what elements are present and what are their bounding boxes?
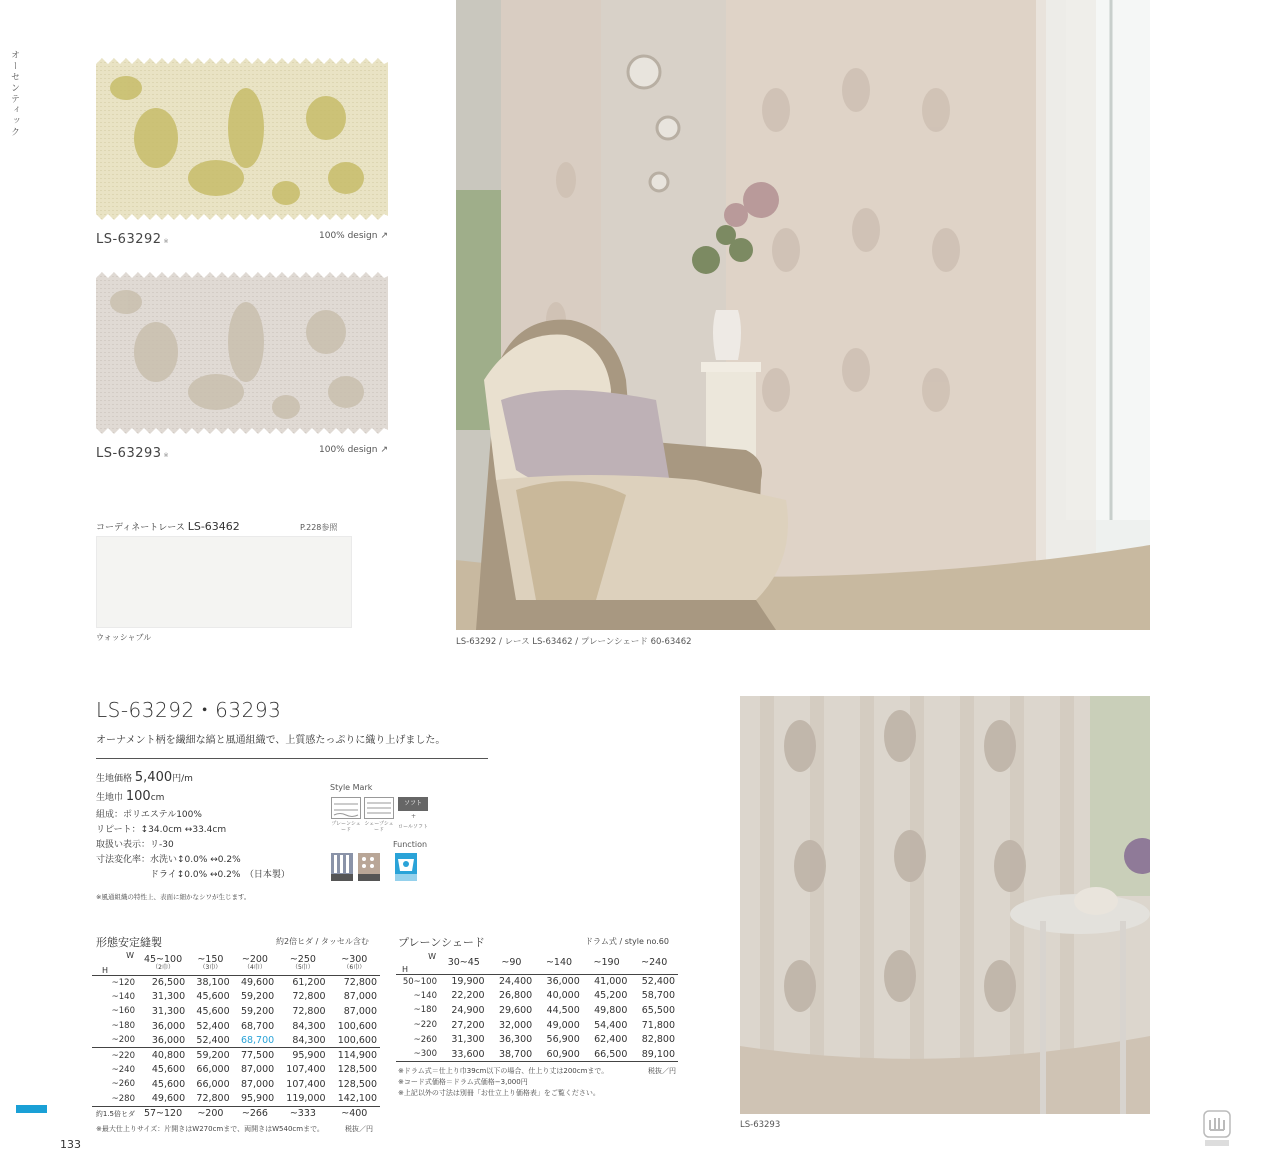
table-row: ~260 31,300 36,300 56,900 62,400 82,800 [413,1034,675,1046]
curtain-photo [740,696,1150,1114]
style-caption: シェープシェード [364,821,394,833]
table-row: ~220 40,800 59,200 77,500 95,900 114,900 [111,1050,377,1062]
column-header: ~240 [630,952,678,974]
column-header: ~150 （3巾） [188,951,233,975]
plain-shade-icon [331,797,361,819]
plus-icon: + [411,813,417,820]
photo-caption: LS-63293 [740,1120,781,1130]
table-row: 50~100 19,900 24,400 36,000 41,000 52,400 [402,976,675,988]
table-subtitle: ドラム式 / style no.60 [585,937,669,946]
tax-note: 税抜／円 [345,1125,373,1133]
swatch-code: LS-63292 ※ [96,232,170,247]
function-title: Function [393,840,428,849]
table-row: ~220 27,200 32,000 49,000 54,400 71,800 [413,1019,675,1031]
table-row: ~200 36,000 52,400 68,700 84,300 100,600 [92,1033,380,1048]
table-note: ※最大仕上りサイズ：片開きはW270cmまで、両開きはW540cmまで。 [96,1125,324,1133]
table-title: 形態安定縫製 [96,936,162,949]
shape-memory-icon [331,853,353,881]
shape-shade-icon [364,797,394,819]
column-header: ~300 （6巾） [329,951,380,975]
product-title: LS-63292・63293 [96,698,282,722]
style-mark-title: Style Mark [330,783,373,792]
swatch-code: LS-63293 ※ [96,446,170,461]
width-row: 生地巾 100cm [96,789,165,804]
repeat: リピート：↕34.0cm ↔33.4cm [96,825,227,835]
table-header-row [92,951,380,975]
soft-mark: ソフト [398,797,428,811]
form-stable-icon [358,853,380,881]
room-photo [456,0,1150,630]
table-header-row [396,952,678,974]
table-row: ~180 36,000 52,400 68,700 84,300 100,600 [111,1020,377,1032]
column-header: ~190 [583,952,631,974]
column-header: ~250 （5巾） [277,951,328,975]
table-row: ~260 45,600 66,000 87,000 107,400 128,500 [111,1078,377,1090]
table-row: ~280 49,600 72,800 95,900 119,000 142,100 [92,1092,380,1107]
section-label: オーセンティック [9,50,19,138]
column-header: 45~100 （2巾） [138,951,188,975]
price-row: 生地価格 5,400円/m [96,770,193,785]
table-row: ~140 31,300 45,600 59,200 72,800 87,000 [111,991,377,1003]
column-header: ~200 （4巾） [233,951,278,975]
arrow-icon: ↗ [380,445,388,455]
table-row: ~140 22,200 26,800 40,000 45,200 58,700 [413,990,675,1002]
product-description: オーナメント柄を繊細な縞と風通組織で、上質感たっぷりに織り上げました。 [96,735,446,746]
fabric-note: ※風通組織の特性上、表面に細かなシワが生じます。 [96,893,251,901]
column-header: ~140 [535,952,583,974]
table-row: ~120 26,500 38,100 49,600 61,200 72,800 [111,977,377,989]
table-row: ~160 31,300 45,600 59,200 72,800 87,000 [111,1005,377,1017]
column-header: ~90 [488,952,536,974]
table-title: プレーンシェード [398,936,485,949]
washable-note: ウォッシャブル [96,633,152,642]
price-table-shade [396,952,678,1062]
shrinkage-wash: 寸法変化率：水洗い↕0.0% ↔0.2% [96,855,241,865]
table-notes: ※ドラム式＝仕上り巾39cm以下の場合、仕上り丈は200cmまで。 ※コード式価格＝ドラム式価格−3,000円 ※上記以外の寸法は別冊「お仕立上り価格表」をご覧ください。 [398,1067,609,1097]
column-header: 30~45 [440,952,488,974]
washable-icon [395,853,417,881]
design-tag: 100% design ↗ [319,231,388,241]
design-tag: 100% design ↗ [319,445,388,455]
table-row: ~300 33,600 38,700 60,900 66,500 89,100 [396,1047,678,1062]
table-row: ~240 45,600 66,000 87,000 107,400 128,500 [111,1064,377,1076]
price-table-curtain [92,951,380,1121]
arrow-icon: ↗ [380,231,388,241]
coordinate-lace-title: コーディネートレース LS-63462 [96,520,240,533]
fabric-swatch-ls-63293 [96,272,388,434]
divider [96,758,488,759]
care-label: 取扱い表示：リ-30 [96,840,174,850]
composition: 組成：ポリエステル100% [96,810,202,820]
spec-list [96,770,290,883]
table-subtitle: 約2倍ヒダ / タッセル含む [276,937,369,946]
tax-note: 税抜／円 [648,1067,676,1075]
page-accent-bar [16,1105,47,1113]
page-reference: P.228参照 [300,523,338,532]
table-row: ~180 24,900 29,600 44,500 49,800 65,500 [413,1004,675,1016]
lace-swatch [96,536,352,628]
photo-caption: LS-63292 / レース LS-63462 / プレーンシェード 60-63462 [456,637,692,647]
fabric-swatch-ls-63292 [96,58,388,220]
page-number: 133 [60,1138,81,1151]
style-caption: プレーンシェード [331,821,361,833]
wh-corner: W H [92,951,138,975]
table-footer-row: 約1.5倍ヒダ 57~120 ~200 ~266 ~333 ~400 [95,1108,368,1120]
shrinkage-dry: ドライ↕0.0% ↔0.2% （日本製） [150,870,290,880]
brand-logo-icon [1203,1110,1231,1148]
style-caption: ロールソフト [398,824,428,830]
wh-corner: W H [396,952,440,974]
